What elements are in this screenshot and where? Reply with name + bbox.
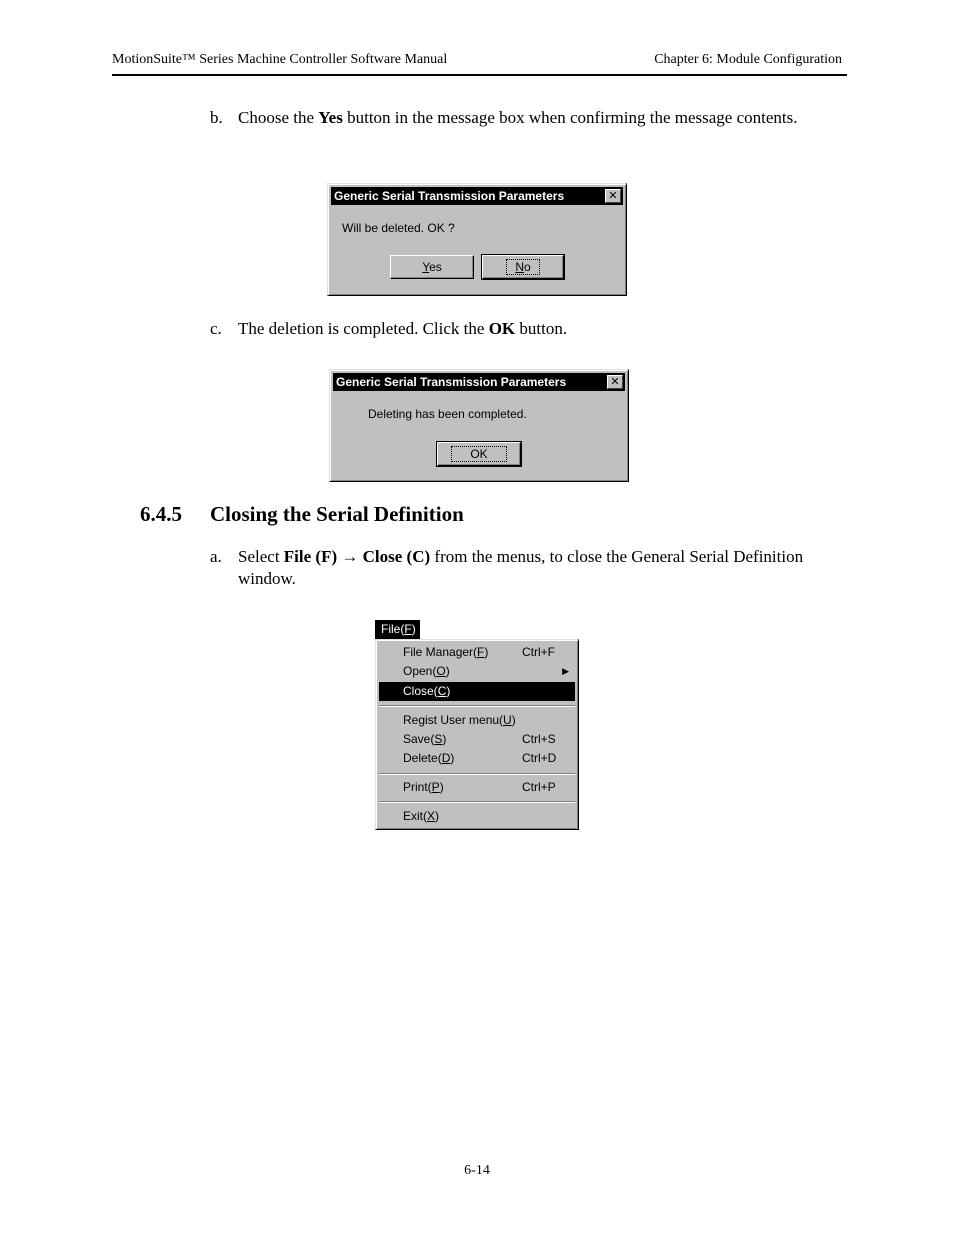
- menu-item-save[interactable]: [379, 730, 575, 749]
- dialog-title: Generic Serial Transmission Parameters: [334, 189, 565, 203]
- close-icon[interactable]: ✕: [607, 375, 623, 389]
- step-a-post: from the menus, to close the General Serial Definition window.: [238, 547, 804, 588]
- step-c-bold: OK: [488, 319, 516, 338]
- no-accelerator: N: [515, 260, 524, 274]
- menu-item-label: Save(S): [403, 732, 447, 746]
- section-heading: [140, 502, 464, 527]
- step-a-text: [238, 546, 810, 590]
- menu-separator: [379, 773, 575, 775]
- step-a-label: a.: [210, 547, 222, 566]
- yes-accelerator: Y: [422, 260, 430, 274]
- menu-item-label: Open(O): [403, 664, 450, 678]
- no-focus-ring: [506, 259, 539, 275]
- step-b-label: b.: [210, 108, 223, 127]
- menubar-file[interactable]: [375, 620, 420, 639]
- dialog-title-bar: [331, 187, 623, 205]
- header-rule: [112, 74, 847, 76]
- yes-button[interactable]: [390, 255, 474, 279]
- running-header-title: MotionSuite™ Series Machine Controller Software Manual: [112, 52, 448, 67]
- step-a-pre: Select: [238, 547, 284, 566]
- menu-item-label: Exit(X): [403, 809, 440, 823]
- menu-item-label: File Manager(F): [403, 645, 489, 659]
- step-b-bold: Yes: [318, 108, 343, 127]
- menu-item-file-manager[interactable]: [379, 643, 575, 662]
- step-c-label: c.: [210, 319, 222, 338]
- dialog-message: Will be deleted. OK ?: [342, 221, 455, 235]
- delete-confirm-dialog: [327, 183, 627, 296]
- step-b-pre: Choose the: [238, 108, 319, 127]
- section-title: Closing the Serial Definition: [210, 502, 464, 526]
- step-c: [210, 318, 810, 340]
- ok-button[interactable]: [437, 442, 521, 466]
- menu-item-shortcut: Ctrl+D: [522, 751, 557, 765]
- dialog-title-bar: [333, 373, 625, 391]
- delete-complete-dialog: [329, 369, 629, 482]
- menubar-file-pre: File(: [381, 622, 405, 636]
- step-b-post: button in the message box when confirming the message contents.: [342, 108, 798, 127]
- submenu-arrow-icon: ▶: [562, 666, 569, 676]
- step-b-text: [238, 107, 810, 129]
- menu-item-shortcut: Ctrl+F: [522, 645, 555, 659]
- menu-item-label: Close(C): [403, 684, 451, 698]
- no-button[interactable]: [482, 255, 564, 279]
- menubar-file-post: ): [411, 622, 416, 636]
- step-a: [210, 546, 810, 590]
- menu-item-exit[interactable]: [379, 807, 575, 826]
- menu-separator: [379, 801, 575, 803]
- running-header-chapter: Chapter 6: Module Configuration: [654, 52, 842, 67]
- menu-separator: [379, 705, 575, 707]
- menubar-file-key: F: [404, 622, 412, 636]
- menu-item-shortcut: Ctrl+S: [522, 732, 556, 746]
- menu-item-label: Delete(D): [403, 751, 455, 765]
- menu-item-close[interactable]: [379, 682, 575, 701]
- menu-item-label: Print(P): [403, 780, 444, 794]
- no-label-rest: o: [523, 260, 531, 274]
- page-number: 6-14: [464, 1163, 490, 1178]
- step-a-bold-file: File (F): [283, 547, 338, 566]
- dialog-title: Generic Serial Transmission Parameters: [336, 375, 567, 389]
- menu-item-regist-user-menu[interactable]: [379, 711, 575, 730]
- menu-item-print[interactable]: [379, 778, 575, 797]
- menu-item-shortcut: Ctrl+P: [522, 780, 556, 794]
- step-a-bold-close: Close (C): [362, 547, 431, 566]
- ok-label: OK: [451, 446, 506, 462]
- step-c-text: [238, 318, 810, 340]
- menu-item-label: Regist User menu(U): [403, 713, 516, 727]
- yes-label-rest: es: [429, 260, 442, 274]
- step-a-arrow: →: [337, 547, 363, 566]
- section-number: 6.4.5: [140, 502, 182, 526]
- step-b: [210, 107, 810, 129]
- step-c-pre: The deletion is completed. Click the: [238, 319, 489, 338]
- file-menu-dropdown: [375, 639, 579, 830]
- menu-item-delete[interactable]: [379, 749, 575, 768]
- step-c-post: button.: [515, 319, 568, 338]
- dialog-message: Deleting has been completed.: [368, 407, 527, 421]
- close-icon[interactable]: ✕: [605, 189, 621, 203]
- menu-item-open[interactable]: [379, 662, 575, 681]
